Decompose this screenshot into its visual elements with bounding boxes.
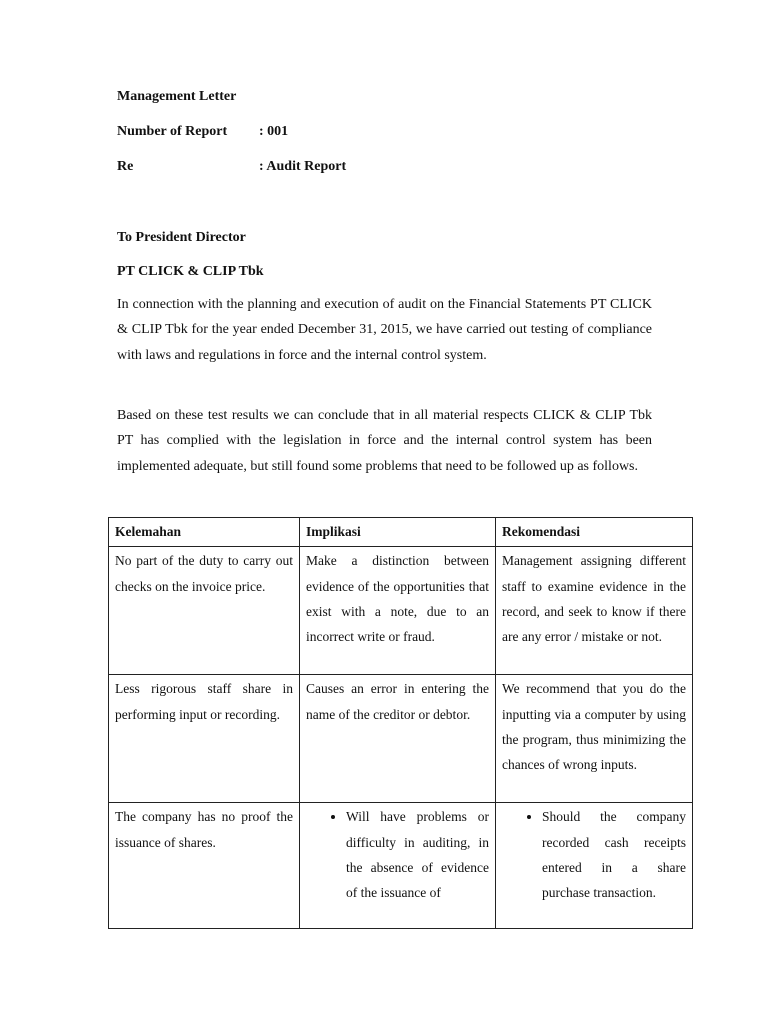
cell-rekomendasi — [496, 803, 693, 929]
table-row — [109, 547, 693, 675]
cell-kelemahan: No part of the duty to carry out checks on the invoice price. — [109, 547, 300, 675]
bullet-item: • Will have problems or difficulty in auditing, in the absence of evidence of the issuance of — [346, 804, 489, 905]
cell-implikasi: Causes an error in entering the name of the creditor or debtor. — [300, 675, 496, 803]
header-kelemahan: Kelemahan — [109, 518, 300, 547]
findings-table — [108, 517, 693, 929]
re-label: Re — [117, 159, 134, 174]
table-row — [109, 803, 693, 929]
cell-implikasi — [300, 803, 496, 929]
header-implikasi: Implikasi — [300, 518, 496, 547]
table-row — [109, 675, 693, 803]
cell-rekomendasi: We recommend that you do the inputting via a computer by using the program, thus minimizing the chances of wrong inputs. — [496, 675, 693, 803]
table-header-row — [109, 518, 693, 547]
bullet-list — [502, 804, 686, 905]
bullet-list — [306, 804, 489, 905]
header-rekomendasi: Rekomendasi — [496, 518, 693, 547]
addressee-title: To President Director — [117, 230, 246, 245]
intro-paragraph: In connection with the planning and execution of audit on the Financial Statements PT CLICK & CLIP Tbk for the year ended December 31, 2015, we have carried out testing of compliance with laws and regulations in force and the internal control system. — [117, 297, 652, 363]
report-number-label: Number of Report — [117, 124, 228, 139]
cell-kelemahan: Less rigorous staff share in performing input or recording. — [109, 675, 300, 803]
bullet-item: • Should the company recorded cash receipts entered in a share purchase transaction. — [542, 804, 686, 905]
cell-rekomendasi: Management assigning different staff to examine evidence in the record, and seek to know if there are any error / mistake or not. — [496, 547, 693, 675]
addressee-company: PT CLICK & CLIP Tbk — [117, 264, 264, 279]
conclusion-paragraph: Based on these test results we can conclude that in all material respects CLICK & CLIP Tbk PT has complied with the legislation in force and the internal control system has been implemented adequate, but still found some problems that need to be followed up as follows. — [117, 408, 652, 474]
cell-kelemahan: The company has no proof the issuance of shares. — [109, 803, 300, 929]
re-value: : Audit Report — [259, 159, 347, 174]
report-number-value: : 001 — [259, 124, 289, 139]
letter-title: Management Letter — [117, 89, 237, 104]
cell-implikasi: Make a distinction between evidence of the opportunities that exist with a note, due to an incorrect write or fraud. — [300, 547, 496, 675]
